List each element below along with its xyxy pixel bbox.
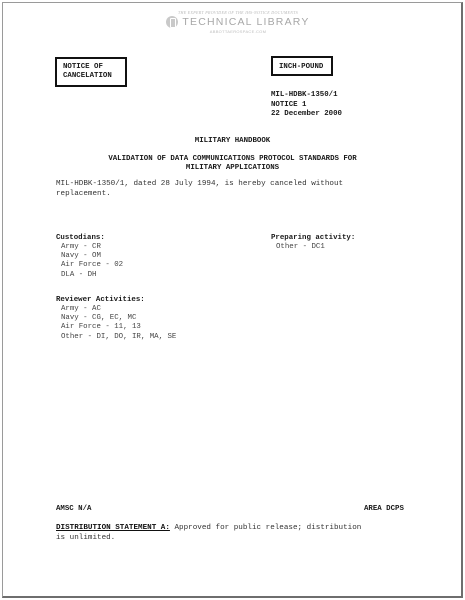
distribution-label: DISTRIBUTION STATEMENT A: <box>56 524 170 532</box>
distribution-text1: Approved for public release; distribution <box>169 524 362 532</box>
title-line1: VALIDATION OF DATA COMMUNICATIONS PROTOCOL STANDARDS FOR <box>108 155 357 163</box>
distribution-statement <box>56 523 426 543</box>
list-item: Army - CR <box>61 243 101 251</box>
list-item: Other - DI, DO, IR, MA, SE <box>61 332 177 341</box>
library-logo-icon <box>166 16 178 28</box>
notice-box-line2: CANCELATION <box>63 72 112 80</box>
reviewer-activities-heading: Reviewer Activities: <box>56 296 145 304</box>
watermark-main <box>153 16 323 28</box>
list-item: Air Force - 11, 13 <box>61 323 141 332</box>
area-code: AREA DCPS <box>364 505 404 513</box>
notice-number: NOTICE 1 <box>271 100 307 109</box>
watermark-header <box>153 10 323 42</box>
notice-date: 22 December 2000 <box>271 110 342 118</box>
watermark-url: ABBOTTAEROSPACE.COM <box>209 29 267 34</box>
preparing-activity-list <box>276 243 325 252</box>
cancel-line1: MIL-HDBK-1350/1, dated 28 July 1994, is hereby canceled without <box>56 180 344 188</box>
amsc-code: AMSC N/A <box>56 505 92 513</box>
custodians-list <box>61 243 123 280</box>
list-item: Army - AC <box>61 305 101 313</box>
cancel-line2: replacement. <box>56 190 111 198</box>
notice-of-cancelation-box <box>55 57 127 87</box>
handbook-label: MILITARY HANDBOOK <box>194 137 271 145</box>
document-title <box>0 155 465 173</box>
list-item: Navy - CG, EC, MC <box>61 314 137 323</box>
unit-label: INCH-POUND <box>279 63 324 71</box>
cancelation-statement <box>56 179 421 199</box>
distribution-line1 <box>56 523 426 533</box>
document-number: MIL-HDBK-1350/1 <box>271 91 338 99</box>
list-item: DLA - DH <box>61 270 97 279</box>
inch-pound-box <box>271 56 333 76</box>
list-item: Other - DC1 <box>276 243 325 251</box>
list-item: Air Force - 02 <box>61 261 124 270</box>
watermark-title: TECHNICAL LIBRARY <box>182 16 310 28</box>
notice-box-line1: NOTICE OF <box>63 63 103 71</box>
reviewer-activities-list <box>61 305 176 342</box>
watermark-tagline: THE EXPERT PROVIDER OF THE IHS-NOTICE DOCUMENTS <box>177 10 299 15</box>
title-line2: MILITARY APPLICATIONS <box>185 164 280 172</box>
preparing-activity-heading: Preparing activity: <box>271 234 356 242</box>
custodians-heading: Custodians: <box>56 234 105 242</box>
list-item: Navy - OM <box>61 252 101 261</box>
document-id-block <box>271 91 342 120</box>
distribution-text2: is unlimited. <box>56 534 116 542</box>
